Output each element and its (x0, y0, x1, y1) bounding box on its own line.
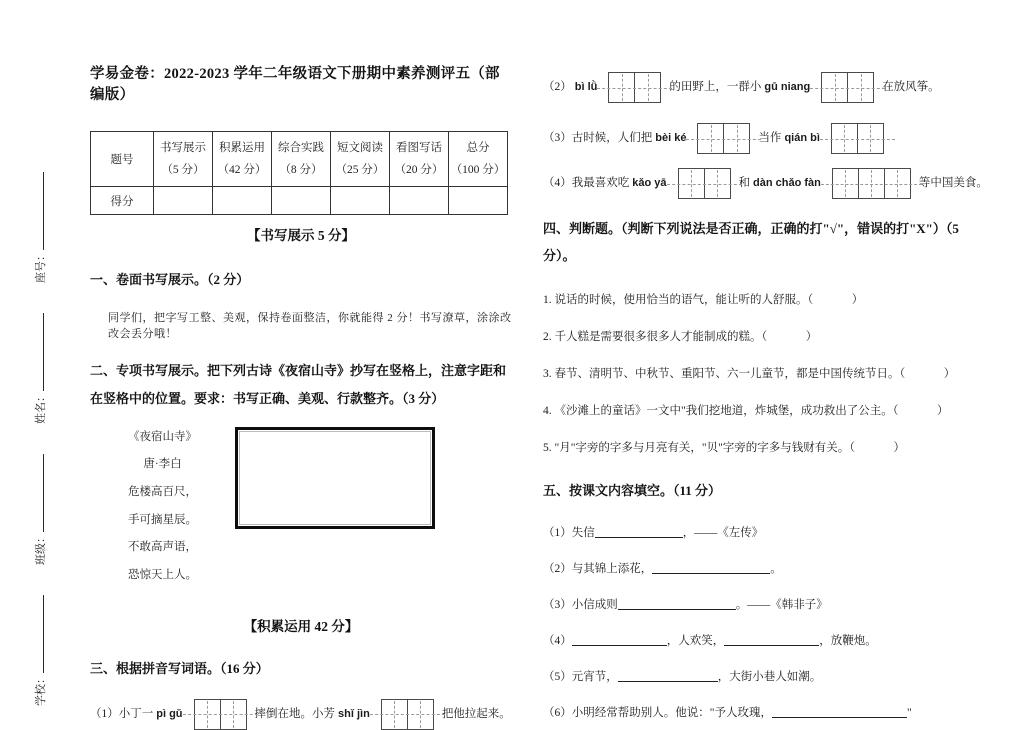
pinyin-label: qián bì (784, 132, 820, 145)
tianzige-cell[interactable] (857, 123, 884, 154)
seal-field-label: 姓名： (35, 391, 47, 424)
text-segment: 1. 说话的时候，使用恰当的语气，能让听的人舒服。 (543, 293, 808, 306)
tianzige-writing-boxes[interactable] (678, 168, 731, 199)
fill-blank-question (543, 668, 991, 684)
tianzige-cell[interactable] (884, 168, 911, 199)
fill-blank-question (543, 524, 991, 540)
text-segment: ，——《左传》 (682, 526, 764, 539)
text-segment: 把他拉起来。 (441, 707, 511, 720)
pinyin-label: bèi ké (655, 132, 687, 145)
score-row-label: 得分 (91, 187, 154, 215)
tianzige-writing-boxes[interactable] (832, 168, 911, 199)
tianzige-cell[interactable] (858, 168, 885, 199)
answer-parens[interactable]: （ ） (807, 293, 865, 306)
score-cell-empty[interactable] (272, 187, 331, 215)
answer-parens[interactable]: （ ） (899, 367, 957, 380)
question-3-heading: 三、根据拼音写词语。（16 分） (90, 661, 269, 677)
text-segment: （5）元宵节， (543, 670, 618, 683)
poem-block (90, 424, 235, 590)
tianzige-cell[interactable] (704, 168, 731, 199)
seal-field-blank[interactable] (32, 595, 44, 673)
text-segment: （1）小丁一 (90, 707, 154, 720)
text-segment: ，人欢笑， (666, 634, 725, 647)
question-1-heading: 一、卷面书写展示。（2 分） (90, 272, 250, 287)
poem-and-writing-box (90, 424, 512, 590)
answer-parens[interactable]: （ ） (761, 330, 819, 343)
question-1-note: 同学们，把字写工整、美观，保持卷面整洁，你就能得 2 分！书写潦草，涂涂改改会丢分哦！ (108, 312, 512, 341)
pinyin-label: dàn chǎo fàn (753, 177, 821, 190)
tianzige-writing-boxes[interactable] (831, 123, 884, 154)
tianzige-cell[interactable] (220, 699, 247, 730)
judge-statement (543, 328, 991, 344)
judge-statement (543, 365, 991, 381)
pinyin-label: shǐ jìn (338, 708, 370, 720)
text-segment: （6）小明经常帮助别人。他说："予人玫瑰， (543, 706, 772, 719)
text-segment: 3. 春节、清明节、中秋节、重阳节、六一儿童节，都是中国传统节日。 (543, 367, 900, 380)
answer-parens[interactable]: （ ） (849, 441, 907, 454)
text-segment: （1）失信 (543, 526, 595, 539)
tianzige-cell[interactable] (634, 72, 661, 103)
right-column (543, 62, 991, 720)
tianzige-cell[interactable] (608, 72, 635, 103)
pinyin-question-line (543, 72, 991, 103)
score-table-corner: 题号 (91, 132, 154, 187)
score-table-column-header: 短文阅读 （25 分） (331, 132, 390, 187)
text-segment: 。——《韩非子》 (735, 598, 828, 611)
score-table-column-header: 看图写话 （20 分） (390, 132, 449, 187)
seal-field-label: 学校： (35, 673, 47, 706)
tianzige-cell[interactable] (832, 168, 859, 199)
section-banner-accumulate: 【积累运用 42 分】 (243, 619, 359, 635)
left-column (90, 62, 512, 730)
question-4-heading: 四、判断题。（判断下列说法是否正确，正确的打"√"，错误的打"X"）（5 分）。 (543, 221, 959, 264)
seal-field-label: 班级： (35, 532, 47, 565)
text-segment: ，大街小巷人如潮。 (717, 670, 822, 683)
answer-blank[interactable] (572, 633, 667, 646)
tianzige-cell[interactable] (821, 72, 848, 103)
tianzige-writing-boxes[interactable] (608, 72, 661, 103)
seal-field-label: 座号： (35, 250, 47, 283)
text-segment: （2） (543, 80, 572, 93)
score-cell-empty[interactable] (390, 187, 449, 215)
tianzige-writing-boxes[interactable] (194, 699, 247, 730)
tianzige-cell[interactable] (831, 123, 858, 154)
text-segment: 5. "月"字旁的字多与月亮有关，"贝"字旁的字多与钱财有关。 (543, 441, 850, 454)
judge-statement (543, 402, 991, 418)
text-segment: 在放风筝。 (882, 80, 940, 93)
tianzige-cell[interactable] (678, 168, 705, 199)
text-segment: （4） (543, 634, 572, 647)
answer-blank[interactable] (652, 561, 770, 574)
seal-field (32, 313, 48, 424)
judge-statement (543, 291, 991, 307)
tianzige-cell[interactable] (194, 699, 221, 730)
pinyin-question-line (543, 168, 991, 199)
answer-blank[interactable] (772, 705, 907, 718)
question-2-heading: 二、专项书写展示。把下列古诗《夜宿山寺》抄写在竖格上，注意字距和在竖格中的位置。要求：书写正确、美观、行款整齐。（3 分） (90, 363, 507, 406)
text-segment: 和 (738, 176, 750, 189)
text-segment: ，放鞭炮。 (819, 634, 877, 647)
pinyin-label: pì gǔ (156, 708, 183, 720)
page-title: 学易金卷：2022-2023 学年二年级语文下册期中素养测评五（部编版） (90, 66, 500, 103)
seal-field (32, 595, 48, 706)
score-cell-empty[interactable] (331, 187, 390, 215)
score-cell-empty[interactable] (213, 187, 272, 215)
pinyin-question-line (543, 123, 991, 154)
text-segment: （4）我最喜欢吃 (543, 176, 630, 189)
text-segment: " (906, 706, 912, 719)
seal-field-blank[interactable] (32, 172, 44, 250)
text-segment: （2）与其锦上添花， (543, 562, 653, 575)
answer-parens[interactable]: （ ） (892, 404, 950, 417)
score-table-column-header: 总分 （100 分） (449, 132, 508, 187)
answer-blank[interactable] (618, 597, 736, 610)
poem-line: 不敢高声语， (128, 541, 197, 554)
section-banner-writing: 【书写展示 5 分】 (247, 228, 355, 243)
judge-statement (543, 439, 991, 455)
text-segment: 摔倒在地。小芳 (254, 707, 336, 720)
answer-blank[interactable] (595, 525, 683, 538)
fill-blank-question (543, 560, 991, 576)
seal-field (32, 172, 48, 283)
tianzige-writing-boxes[interactable] (821, 72, 874, 103)
text-segment: 当作 (758, 131, 782, 144)
poem-line: 危楼高百尺， (128, 486, 197, 499)
text-segment: 2. 千人糕是需要很多很多人才能制成的糕。 (543, 330, 762, 343)
score-cell-empty[interactable] (154, 187, 213, 215)
fill-blank-question (543, 632, 991, 648)
poem-author: 唐·李白 (143, 458, 182, 471)
text-segment: （3）古时候，人们把 (543, 131, 653, 144)
seal-field (32, 454, 48, 565)
tianzige-cell[interactable] (723, 123, 750, 154)
score-table-column-header: 积累运用 （42 分） (213, 132, 272, 187)
answer-blank[interactable] (618, 669, 718, 682)
poem-line: 手可摘星辰。 (128, 513, 197, 526)
text-segment: 。 (770, 562, 782, 575)
fill-blank-question (543, 596, 991, 612)
text-segment: 等中国美食。 (918, 176, 988, 189)
seal-field-blank[interactable] (32, 454, 44, 532)
score-table-column-header: 综合实践 （8 分） (272, 132, 331, 187)
poem-line: 恐惊天上人。 (128, 568, 197, 581)
pinyin-label: bì lǜ (574, 81, 598, 94)
question-5-heading: 五、按课文内容填空。（11 分） (543, 482, 722, 498)
tianzige-cell[interactable] (847, 72, 874, 103)
pinyin-question-line (90, 699, 512, 730)
poem-title: 《夜宿山寺》 (128, 430, 197, 443)
pinyin-label: gū niang (764, 81, 811, 94)
tianzige-cell[interactable] (407, 699, 434, 730)
text-segment: （3）小信成则 (543, 598, 618, 611)
tianzige-cell[interactable] (381, 699, 408, 730)
text-segment: 的田野上，一群小 (669, 80, 762, 93)
answer-blank[interactable] (724, 633, 819, 646)
tianzige-writing-boxes[interactable] (697, 123, 750, 154)
score-table-column-header: 书写展示 （5 分） (154, 132, 213, 187)
pinyin-label: kǎo yā (632, 177, 667, 190)
fill-blank-question (543, 704, 991, 720)
score-cell-empty[interactable] (449, 187, 508, 215)
tianzige-cell[interactable] (697, 123, 724, 154)
handwriting-box[interactable] (235, 427, 435, 529)
text-segment: 4. 《沙滩上的童话》一文中"我们挖地道，炸城堡，成功救出了公主。 (543, 404, 893, 417)
seal-strip (22, 106, 58, 706)
tianzige-writing-boxes[interactable] (381, 699, 434, 730)
score-table (90, 131, 508, 215)
seal-field-blank[interactable] (32, 313, 44, 391)
